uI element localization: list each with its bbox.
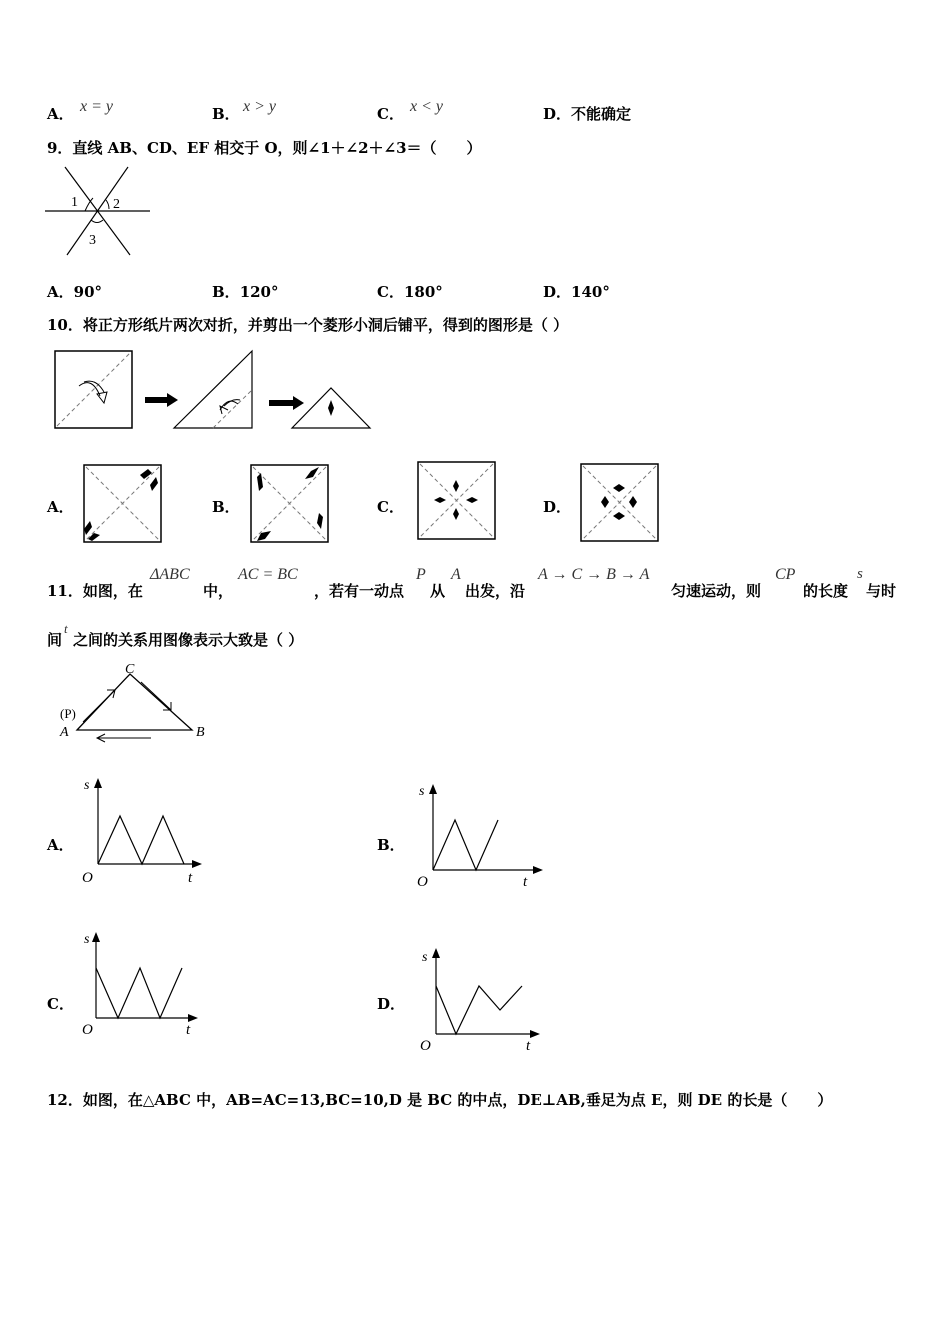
svg-text:O: O — [82, 1022, 93, 1038]
svg-text:t: t — [526, 1038, 531, 1054]
q11-zhong: 中， — [203, 582, 234, 600]
q10-option-d-figure — [579, 460, 663, 544]
svg-text:s: s — [84, 778, 90, 793]
q10-option-b: B． — [212, 498, 240, 516]
q11-point-a: A — [451, 566, 461, 583]
q9-angle-1-label: 1 — [71, 195, 78, 210]
q10-stem: 10．将正方形纸片两次对折，并剪出一个菱形小洞后铺平，得到的图形是（ ） — [47, 316, 569, 334]
q11-label-p: (P) — [60, 706, 76, 721]
q8-option-b: B． — [212, 105, 240, 123]
q11-chufa: 出发，沿 — [465, 582, 526, 600]
q10-fold-figure — [52, 348, 382, 433]
q11-option-c-graph — [78, 928, 218, 1040]
q9-option-c: C．180° — [377, 283, 443, 301]
q11-option-a-graph — [78, 776, 218, 888]
q11-motion: 匀速运动，则 — [671, 582, 762, 600]
q10-option-a-figure — [82, 463, 164, 545]
q9-option-a: A．90° — [47, 283, 103, 301]
q11-equality-math: AC = BC — [238, 566, 298, 583]
q12-stem: 12．如图，在△ABC 中，AB=AC=13,BC=10,D 是 BC 的中点，DE⊥AB,垂足为点 E，则 DE 的长是（ ） — [47, 1091, 833, 1109]
q11-t-math: t — [64, 621, 68, 636]
q11-label-c: C — [125, 662, 135, 677]
q11-mid1: ，若有一动点 — [314, 582, 405, 600]
q9-option-d: D．140° — [543, 283, 610, 301]
q9-angle-2-label: 2 — [113, 197, 120, 212]
svg-text:t: t — [188, 870, 193, 886]
svg-text:s: s — [419, 784, 425, 799]
svg-text:O: O — [417, 874, 428, 890]
q9-figure — [45, 162, 155, 257]
q11-option-a: A． — [47, 836, 74, 854]
q11-option-d-graph — [416, 946, 556, 1058]
q11-path-math: A → C → B → A — [538, 566, 650, 583]
svg-text:O: O — [420, 1038, 431, 1054]
q11-yu: 与时 — [866, 582, 897, 600]
svg-text:O: O — [82, 870, 93, 886]
q10-option-d: D． — [543, 498, 572, 516]
q9-stem: 9．直线 AB、CD、EF 相交于 O，则∠1＋∠2＋∠3＝（ ） — [47, 139, 482, 157]
q10-option-c-figure — [416, 460, 498, 542]
q11-label-a: A — [60, 725, 69, 740]
svg-text:t: t — [523, 874, 528, 890]
q8-option-c-math: x < y — [410, 98, 443, 115]
q8-option-a-math: x = y — [80, 98, 113, 115]
q9-angle-3-label: 3 — [89, 233, 96, 248]
q10-option-a: A． — [47, 498, 74, 516]
q8-option-a: A． — [47, 105, 74, 123]
q11-from: 从 — [430, 582, 446, 600]
svg-text:t: t — [186, 1022, 191, 1038]
q11-option-b: B． — [377, 836, 405, 854]
q11-option-d: D． — [377, 995, 406, 1013]
svg-text:s: s — [84, 932, 90, 947]
q11-s-math: s — [857, 566, 863, 582]
q10-option-c: C． — [377, 498, 404, 516]
q11-option-b-graph — [413, 782, 553, 894]
q11-cp-math: CP — [775, 566, 796, 583]
q11-prefix: 11．如图，在 — [47, 582, 143, 600]
q8-option-c: C． — [377, 105, 404, 123]
q11-triangle-math: ΔABC — [150, 566, 190, 583]
q11-point-p: P — [416, 566, 426, 583]
q11-label-b: B — [196, 725, 205, 740]
q11-line2-end: 之间的关系用图像表示大致是（ ） — [73, 631, 304, 649]
q9-option-b: B．120° — [212, 283, 279, 301]
svg-text:s: s — [422, 950, 428, 965]
q8-option-b-math: x > y — [243, 98, 276, 115]
q11-length-text: 的长度 — [803, 582, 849, 600]
q8-option-d: D．不能确定 — [543, 105, 632, 123]
q10-option-b-figure — [249, 463, 331, 545]
q11-line2-start: 间 — [47, 631, 63, 649]
q11-option-c: C． — [47, 995, 74, 1013]
q11-triangle-figure — [55, 660, 215, 745]
